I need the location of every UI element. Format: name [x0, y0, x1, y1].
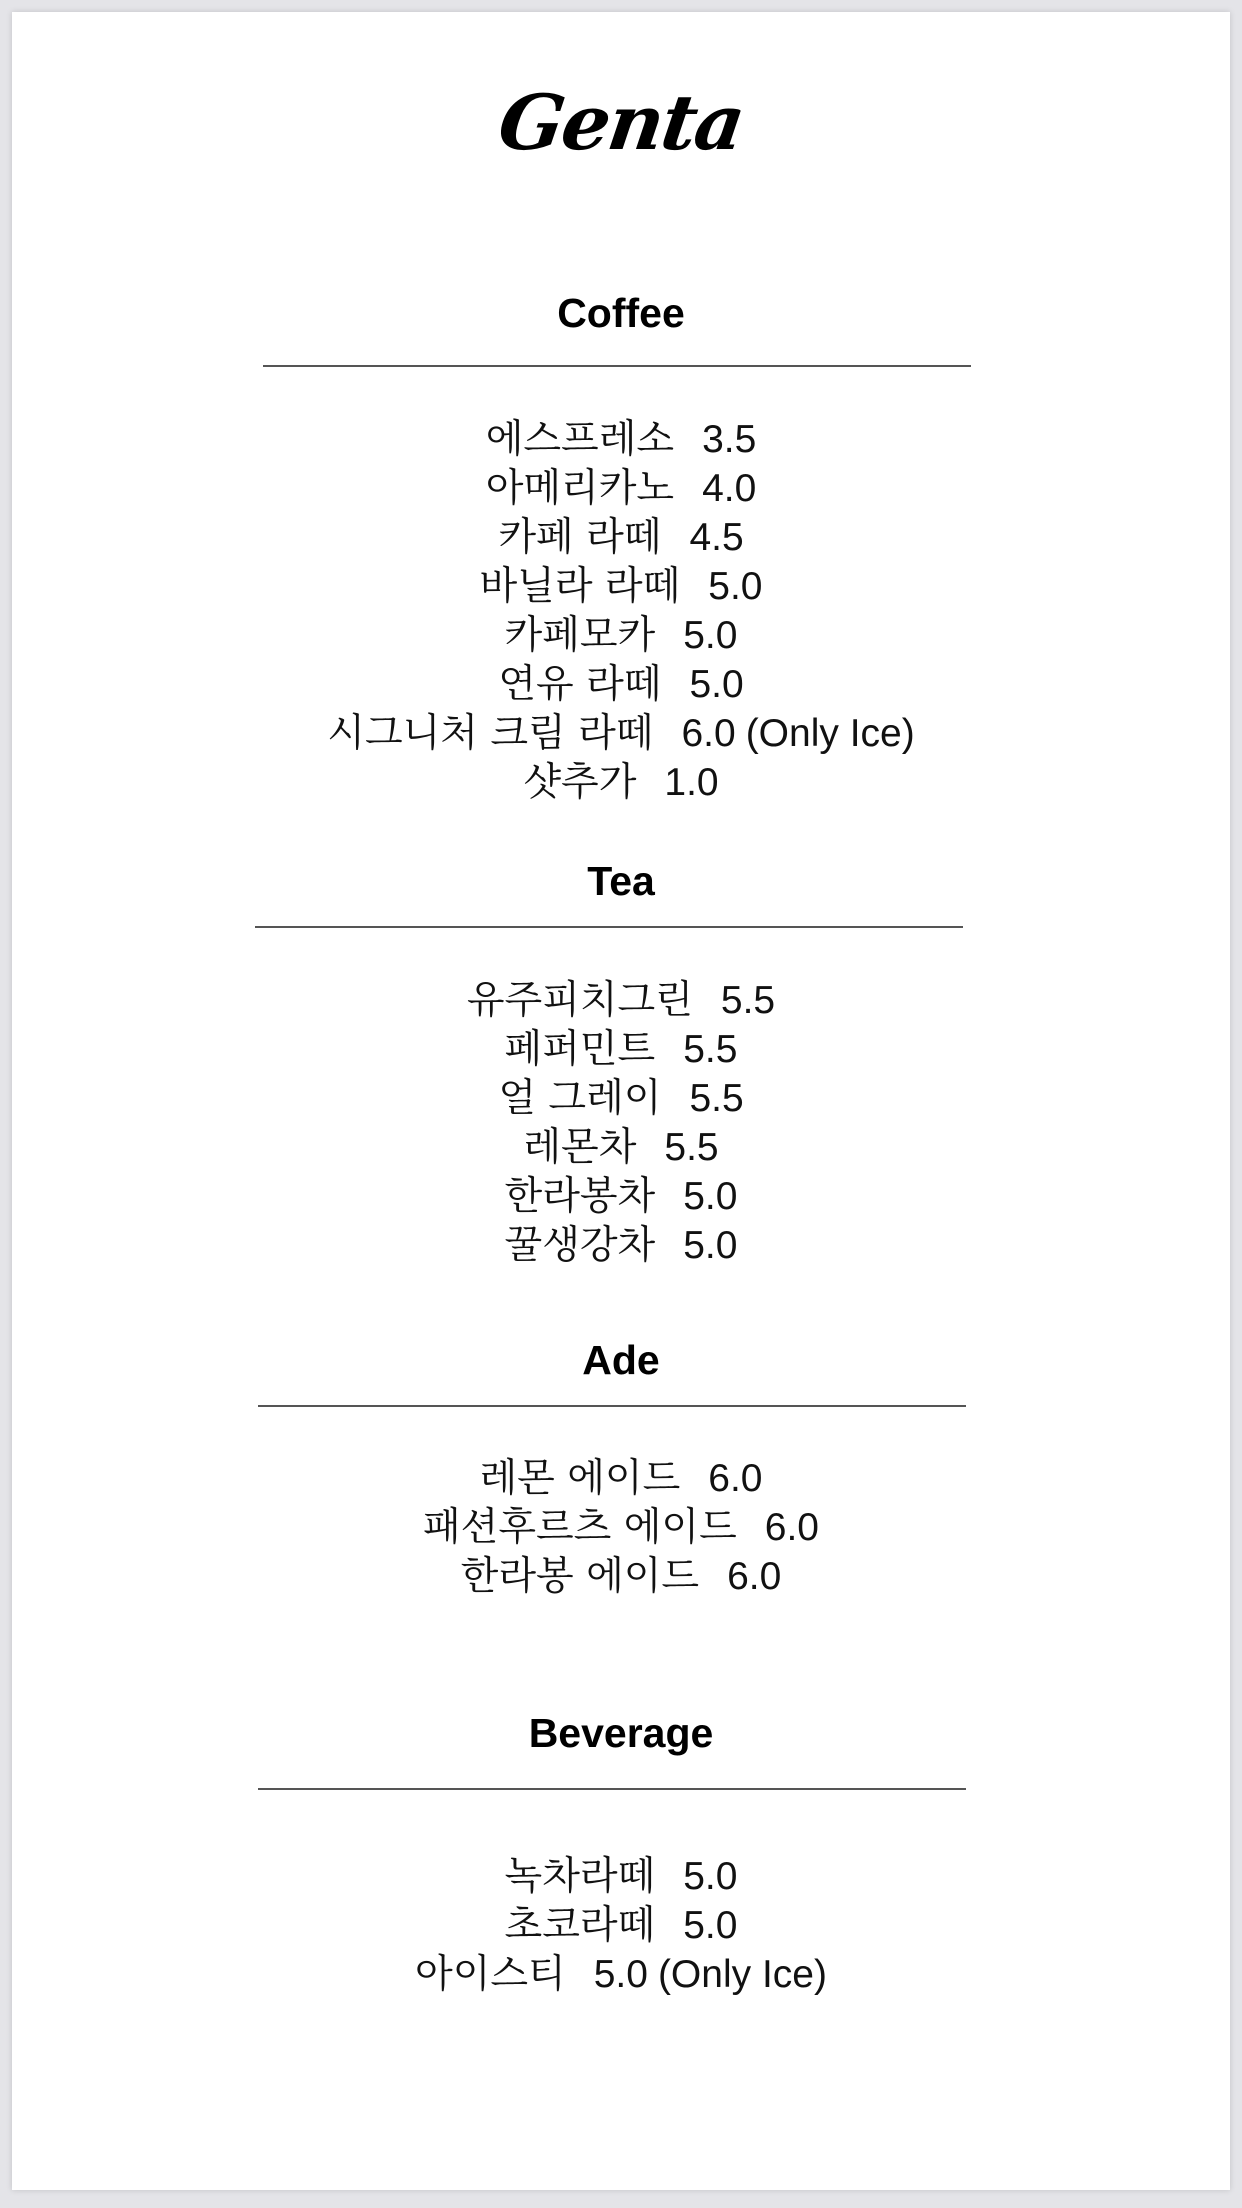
menu-item-price: 5.0 — [683, 1224, 738, 1267]
section-divider-coffee — [263, 365, 971, 367]
menu-item — [0, 1172, 1242, 1221]
menu-item-name: 페퍼민트 — [504, 1027, 656, 1072]
menu-item — [0, 1454, 1242, 1503]
menu-item-price: 5.0 — [708, 565, 763, 608]
menu-item — [0, 1074, 1242, 1123]
menu-item — [0, 660, 1242, 709]
section-divider-ade — [258, 1405, 966, 1407]
menu-item-name: 얼 그레이 — [498, 1076, 662, 1121]
menu-item-price: 6.0 — [681, 712, 736, 755]
menu-item-price: 3.5 — [702, 418, 757, 461]
menu-item — [0, 1503, 1242, 1552]
menu-item-price: 1.0 — [664, 761, 719, 804]
menu-item-name: 레몬차 — [523, 1125, 637, 1170]
cafe-logo: Genta — [493, 78, 749, 167]
section-title-tea: Tea — [587, 858, 655, 904]
menu-item — [0, 1901, 1242, 1950]
menu-item-name: 시그니처 크림 라떼 — [327, 711, 654, 756]
menu-item — [0, 611, 1242, 660]
menu-item-name: 꿀생강차 — [504, 1223, 656, 1268]
menu-item — [0, 1950, 1242, 1999]
menu-item-name: 패션후르츠 에이드 — [422, 1505, 737, 1550]
menu-item-price: 4.5 — [689, 516, 744, 559]
menu-item-price: 5.0 — [683, 1175, 738, 1218]
menu-item — [0, 1852, 1242, 1901]
menu-item — [0, 1552, 1242, 1601]
section-title-beverage: Beverage — [528, 1710, 714, 1756]
menu-item-name: 카페모카 — [504, 613, 656, 658]
section-divider-tea — [255, 926, 963, 928]
menu-item-price: 4.0 — [702, 467, 757, 510]
menu-item-price: 5.0 — [689, 663, 744, 706]
section-title-coffee: Coffee — [557, 290, 685, 336]
menu-item-name: 레몬 에이드 — [479, 1456, 681, 1501]
menu-item — [0, 1025, 1242, 1074]
section-divider-beverage — [258, 1788, 966, 1790]
menu-item — [0, 415, 1242, 464]
menu-item-name: 에스프레소 — [485, 417, 675, 462]
menu-item-name: 초코라떼 — [504, 1903, 656, 1948]
menu-item-name: 한라봉차 — [504, 1174, 656, 1219]
menu-item-price: 5.0 — [683, 1904, 738, 1947]
section-items-tea — [0, 976, 1242, 1270]
menu-item — [0, 1123, 1242, 1172]
menu-item-price: 6.0 — [727, 1555, 782, 1598]
menu-item-note: (Only Ice) — [657, 1953, 827, 1996]
menu-item-name: 바닐라 라떼 — [479, 564, 681, 609]
menu-item — [0, 976, 1242, 1025]
menu-item-price: 5.5 — [689, 1077, 744, 1120]
menu-item-name: 카페 라떼 — [498, 515, 662, 560]
menu-item-name: 한라봉 에이드 — [460, 1554, 700, 1599]
menu-item-name: 유주피치그린 — [466, 978, 693, 1023]
menu-item-name: 아메리카노 — [485, 466, 675, 511]
menu-item-note: (Only Ice) — [745, 712, 915, 755]
menu-item-price: 5.5 — [683, 1028, 738, 1071]
section-items-beverage — [0, 1852, 1242, 1999]
menu-item-price: 6.0 — [708, 1457, 763, 1500]
menu-item-price: 6.0 — [764, 1506, 819, 1549]
menu-item-name: 연유 라떼 — [498, 662, 662, 707]
menu-item — [0, 513, 1242, 562]
menu-item — [0, 1221, 1242, 1270]
menu-item-name: 아이스티 — [415, 1952, 566, 1997]
section-title-ade: Ade — [582, 1337, 660, 1383]
menu-item — [0, 562, 1242, 611]
section-items-ade — [0, 1454, 1242, 1601]
menu-item-price: 5.0 — [593, 1953, 648, 1996]
menu-item — [0, 464, 1242, 513]
menu-item-price: 5.5 — [720, 979, 776, 1022]
menu-item — [0, 758, 1242, 807]
menu-item-price: 5.0 — [683, 1855, 738, 1898]
menu-item-name: 녹차라떼 — [504, 1854, 656, 1899]
menu-item-price: 5.0 — [683, 614, 738, 657]
menu-item-price: 5.5 — [664, 1126, 719, 1169]
menu-item-name: 샷추가 — [523, 760, 637, 805]
section-items-coffee — [0, 415, 1242, 807]
menu-item — [0, 709, 1242, 758]
